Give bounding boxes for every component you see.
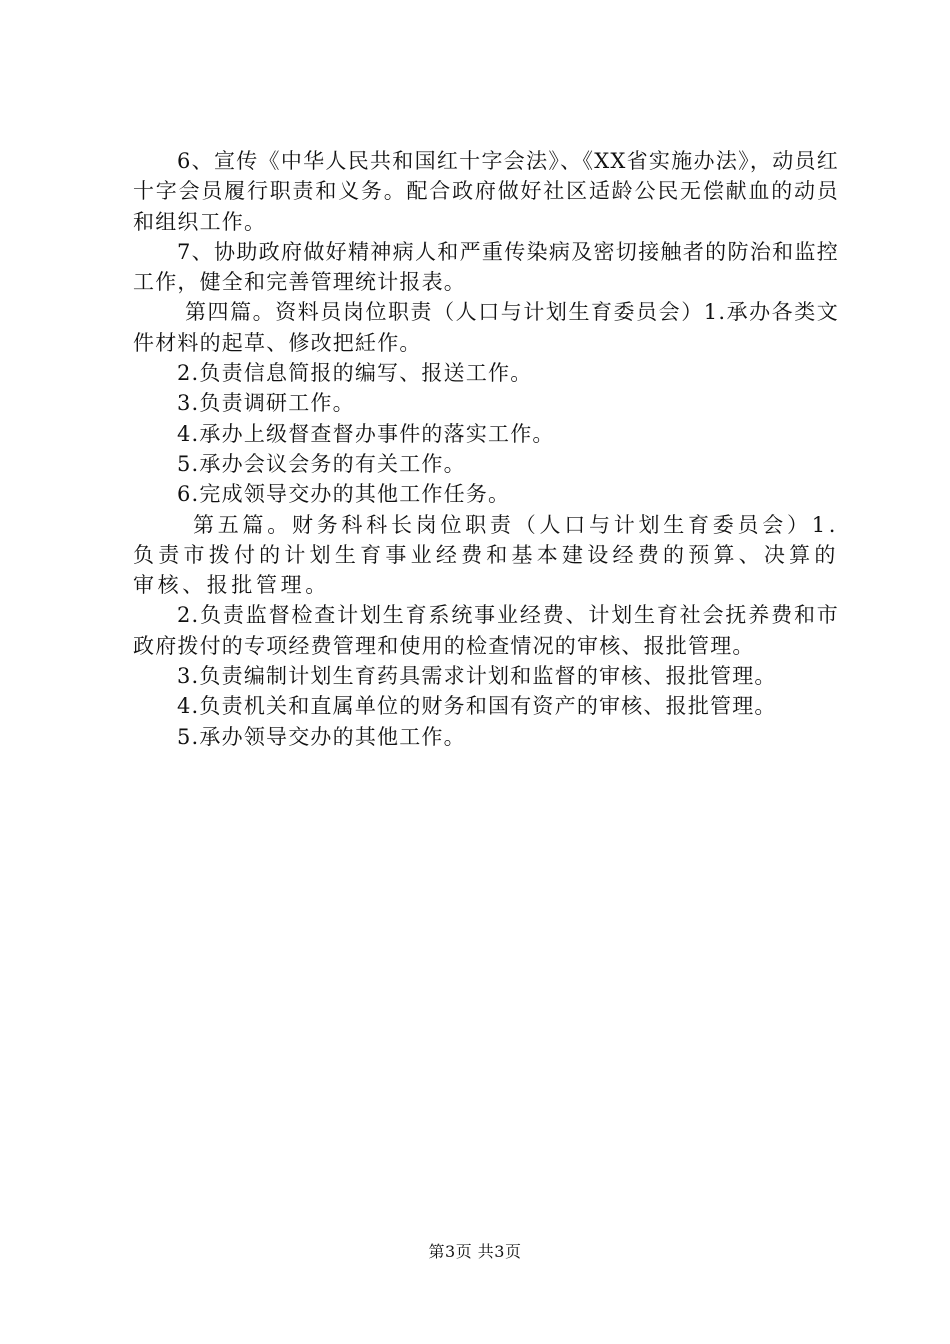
list-item: 4.负责机关和直属单位的财务和国有资产的审核、报批管理。 [177, 694, 777, 719]
list-item: 3.负责编制计划生育药具需求计划和监督的审核、报批管理。 [177, 664, 777, 689]
list-item: 6.完成领导交办的其他工作任务。 [177, 482, 511, 507]
document-body [133, 146, 839, 752]
list-item: 2.负责监督检查计划生育系统事业经费、计划生育社会抚养费和市政府拨付的专项经费管理和使用的检查情况的审核、报批管理。 [133, 603, 839, 658]
list-item: 3.负责调研工作。 [177, 391, 355, 416]
page-footer: 第3页 共3页 [428, 1242, 522, 1261]
paragraph-item-6: 6、宣传《中华人民共和国红十字会法》、《XX省实施办法》，动员红十字会员履行职责和义务。配合政府做好社区适龄公民无偿献血的动员和组织工作。 [133, 149, 839, 234]
paragraph-item-7: 7、协助政府做好精神病人和严重传染病及密切接触者的防治和监控工作，健全和完善管理统计报表。 [133, 239, 839, 295]
list-item: 4.承办上级督查督办事件的落实工作。 [177, 421, 555, 446]
section-heading-5: 第五篇。财务科科长岗位职责（人口与计划生育委员会）1.负责市拨付的计划生育事业经费和基本建设经费的预算、决算的审核、报批管理。 [133, 512, 839, 598]
list-item: 5.承办领导交办的其他工作。 [177, 724, 466, 749]
section-heading-4: 第四篇。资料员岗位职责（人口与计划生育委员会）1.承办各类文件材料的起草、修改把紝作。 [133, 300, 839, 355]
list-item: 2.负责信息简报的编写、报送工作。 [177, 361, 533, 386]
list-item: 5.承办会议会务的有关工作。 [177, 451, 466, 476]
